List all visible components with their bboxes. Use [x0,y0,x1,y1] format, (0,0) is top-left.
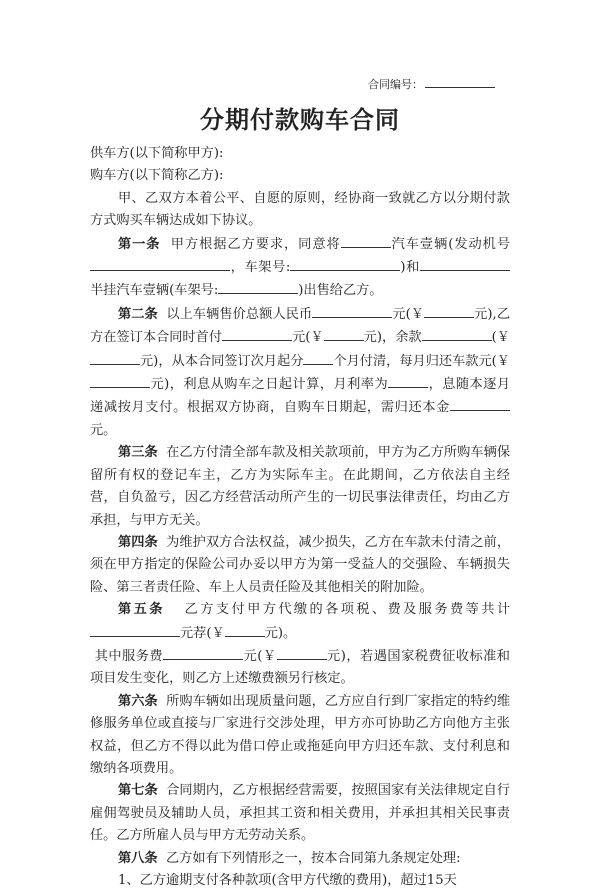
clause-2-text: 元),乙方在签订本合同时首付 [90,306,511,346]
clause-2-text: ，息随本逐月递减按月支付。根据双方协商，自购车日期起，需归还本金 [90,377,511,416]
buyer-line: 购车方(以下简称乙方): [90,168,224,184]
blank-field [324,326,364,341]
clause-8-item-1: 1、乙方逾期支付各种款项(含甲方代缴的费用)，超过15天 [118,873,457,888]
blank-field [424,303,474,318]
clause-7 [90,780,510,847]
clause-1-text: ，车架号: [230,260,291,276]
clause-8 [90,848,510,870]
clause-5-text: 元荐(￥ [180,625,225,641]
clause-2-text: 元)，从本合同签订次月起分 [140,353,304,369]
clause-2-text: 个月付清，每月归还车款元(￥ [333,353,510,369]
clause-1-text: )出售给乙方。 [298,283,383,299]
clause-5-label: 第五条 [118,602,165,618]
clause-2-text: 元。 [90,422,117,438]
clause-2-text: (￥ [491,330,510,346]
clause-1-text: 半挂汽车壹辆(车架号: [90,283,219,299]
blank-field [90,622,180,637]
contract-number-blank [425,76,495,88]
blank-field [420,256,510,271]
blank-field [90,350,140,365]
blank-field [277,645,327,660]
clause-3-text: 在乙方付清全部车款及相关款项前，甲方为乙方所购车辆保留所有权的登记车主，乙方为实际车主。在此期间，乙方依法自主经营，自负盈亏，因乙方经营活动所产生的一切民事法律责任，均由乙方承担，与甲方无关。 [90,445,511,528]
clause-5-fee [90,645,510,691]
blank-field [218,279,298,294]
intro-paragraph: 甲、乙双方本着公平、自愿的原则，经协商一致就乙方以分期付款方式购买车辆达成如下协议。 [90,190,510,229]
clause-2-text: 元)，利息从购车之日起计算，月利率为 [150,377,389,393]
clause-4 [90,532,510,599]
contract-title: 分期付款购车合同 [200,105,400,134]
clause-6-label: 第六条 [118,693,158,709]
blank-field [312,303,392,318]
clause-1-text: )和 [400,260,420,276]
blank-field [222,326,292,341]
contract-number-label: 合同编号： [368,78,423,91]
blank-field [290,256,400,271]
clause-2 [90,303,510,442]
clause-1 [90,233,510,303]
clause-6 [90,691,510,781]
blank-field [303,350,333,365]
blank-field [341,233,391,248]
clause-2-text: 元(￥ [292,330,324,346]
clause-1-text: 汽车壹辆(发动机号 [390,236,511,252]
blank-field [225,622,265,637]
clause-5-text: 乙方支付甲方代缴的各项税、费及服务费等共计 [184,602,511,618]
blank-field [163,645,243,660]
clause-2-label: 第二条 [118,306,158,322]
clause-7-label: 第七条 [118,783,158,799]
clause-5-text: 元)。 [264,625,297,641]
clause-8-text: 乙方如有下列情形之一，按本合同第九条规定处理: [165,850,461,866]
blank-field [450,396,510,411]
clause-6-text: 所购车辆如出现质量问题，乙方应自行到厂家指定的特约维修服务单位或直接与厂家进行交涉处理，甲方亦可协助乙方向他方主张权益，但乙方不得以此为借口停止或拖延向甲方归还车款、支付利息和缴纳各项费用。 [90,693,511,776]
clause-5-text: ，若遇国家税费征收标准和项目发生变化，则乙方上述缴费额另行核定。 [90,648,510,687]
clause-3 [90,442,510,532]
clause-4-label: 第四条 [118,534,158,550]
clause-2-text: 元)，余款 [363,330,422,346]
contract-body [90,143,510,892]
clause-4-text: 为维护双方合法权益，减少损失，乙方在车款未付清之前，须在甲方指定的保险公司办妥以甲方为第一受益人的交强险、车辆损失险、第三者责任险、车上人员责任险及其他相关的附加险。 [90,534,511,595]
contract-number [368,76,495,92]
clause-5-text: 元) [326,648,346,664]
clause-1-label: 第一条 [118,236,161,252]
clause-3-label: 第三条 [118,445,158,461]
clause-2-text: 以上车辆售价总额人民币 [166,306,313,322]
clause-5-text: 元(￥ [243,648,277,664]
blank-field [90,256,230,271]
clause-8-label: 第八条 [118,850,158,866]
clause-5 [90,599,510,645]
blank-field [388,373,428,388]
seller-line: 供车方(以下简称甲方): [90,146,224,161]
blank-field [422,326,492,341]
clause-5-text: 其中服务费 [94,648,164,664]
blank-field [90,373,150,388]
clause-7-text: 合同期内，乙方根据经营需要，按照国家有关法律规定自行雇佣驾驶员及辅助人员，承担其工资和相关费用，并承担其相关民事责任。乙方所雇人员与甲方无劳动关系。 [90,783,511,844]
clause-1-text: 甲方根据乙方要求，同意将 [170,236,341,252]
clause-2-text: 元(￥ [392,306,425,322]
